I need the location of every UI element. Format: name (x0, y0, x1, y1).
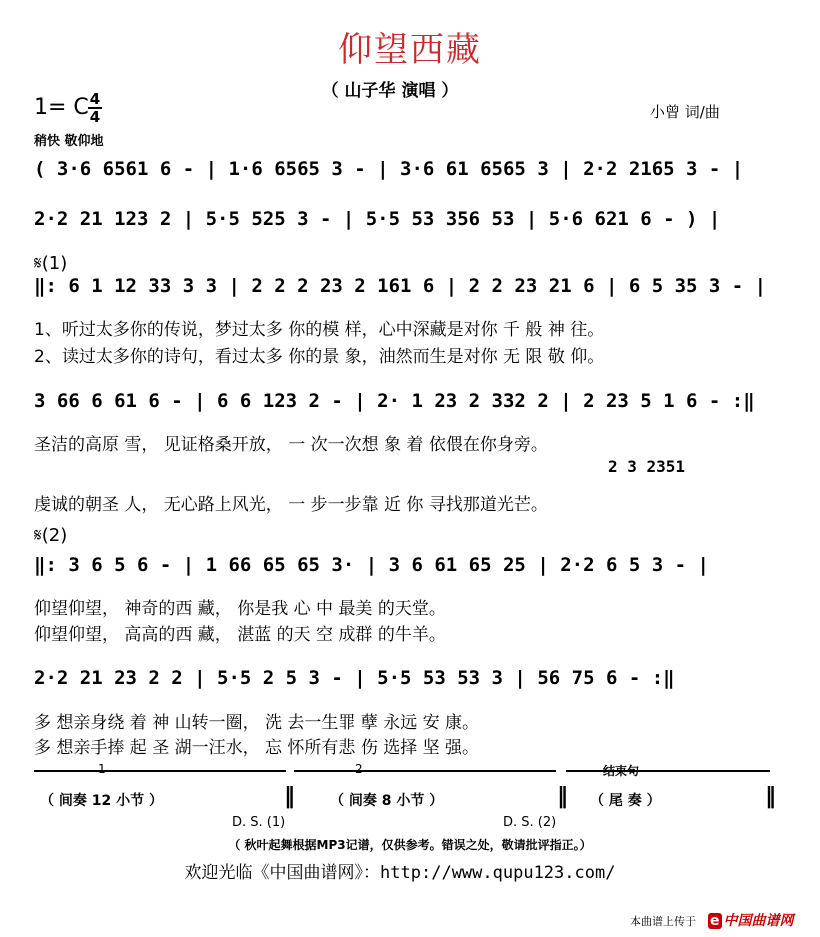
chorus-lyric-3: 多 想亲身绕 着 神 山转一圈， 洗 去一生罪 孽 永远 安 康。 (34, 713, 480, 733)
key-signature: 1= C (34, 95, 89, 120)
chorus-notes-1: ‖: 3 6 5 6 - | 1 66 65 65 3· | 3 6 61 65 25 | 2·2 6 5 3 - | (34, 554, 709, 576)
time-sig-bottom: 4 (89, 108, 101, 126)
segno-1: 𝄋(1) (34, 253, 68, 274)
ending-2-bracket (294, 770, 556, 782)
barline-1: ‖ (284, 784, 295, 809)
time-sig-top: 4 (89, 90, 101, 108)
logo-e-icon: e (710, 913, 720, 929)
logo-text: 中国曲谱网 (723, 913, 794, 929)
intro-line-2: 2·2 21 123 2 | 5·5 525 3 - | 5·5 53 356 53 | 5·6 621 6 - ) | (34, 208, 721, 230)
transcriber-note: （ 秋叶起舞根据MP3记谱，仅供参考。错误之处，敬请批评指正。） (228, 838, 592, 852)
verse-lyric-1: 1、听过太多你的传说，梦过太多 你的模 样，心中深藏是对你 千 般 神 往。 (34, 320, 605, 340)
ds-2: D. S. (2) (503, 815, 557, 830)
barline-2: ‖ (557, 784, 568, 809)
interlude-8-bars: （ 间奏 8 小节 ） (330, 793, 444, 809)
ending-3-bracket (566, 770, 770, 782)
singer-credit: （ 山子华 演唱 ） (321, 81, 459, 101)
upload-label: 本曲谱上传于 (630, 915, 696, 928)
verse-alt-notes: 2 3 2351 (608, 457, 686, 476)
ending-1-number: 1 (98, 762, 106, 776)
verse-lyric-2: 2、读过太多你的诗句，看过太多 你的景 象，油然而生是对你 无 限 敬 仰。 (34, 347, 605, 367)
tempo-marking: 稍快 敬仰地 (34, 134, 104, 149)
verse-notes-2: 3 66 6 61 6 - | 6 6 123 2 - | 2· 1 23 2 332 2 | 2 23 5 1 6 - :‖ (34, 390, 755, 412)
chorus-lyric-2: 仰望仰望， 高高的西 藏， 湛蓝 的天 空 成群 的牛羊。 (34, 625, 446, 645)
site-logo (708, 910, 794, 930)
ending-2-number: 2 (355, 762, 363, 776)
outro: （ 尾 奏 ） (590, 793, 661, 809)
page-title: 仰望西藏 (338, 30, 482, 70)
intro-line-1: ( 3·6 6561 6 - | 1·6 6565 3 - | 3·6 61 6565 3 | 2·2 2165 3 - | (34, 158, 744, 180)
verse-lyric-3: 圣洁的高原 雪， 见证格桑开放， 一 次一次想 象 着 依偎在你身旁。 (34, 435, 548, 455)
chorus-notes-2: 2·2 21 23 2 2 | 5·5 2 5 3 - | 5·5 53 53 3 | 56 75 6 - :‖ (34, 667, 675, 689)
interlude-12-bars: （ 间奏 12 小节 ） (40, 793, 163, 809)
segno-2: 𝄋(2) (34, 525, 68, 546)
footer-website: 欢迎光临《中国曲谱网》：http://www.qupu123.com/ (184, 863, 616, 883)
chorus-lyric-4: 多 想亲手捧 起 圣 湖一汪水， 忘 怀所有悲 伤 选择 坚 强。 (34, 738, 480, 758)
ds-1: D. S. (1) (232, 815, 286, 830)
ending-1-bracket (34, 770, 286, 782)
verse-lyric-4: 虔诚的朝圣 人， 无心路上风光， 一 步一步靠 近 你 寻找那道光芒。 (34, 495, 548, 515)
composer-credit: 小曾 词/曲 (650, 103, 720, 121)
ending-3-label: 结束句 (603, 764, 640, 778)
verse-notes-1: ‖: 6 1 12 33 3 3 | 2 2 2 23 2 161 6 | 2 2 23 21 6 | 6 5 35 3 - | (34, 275, 767, 297)
chorus-lyric-1: 仰望仰望， 神奇的西 藏， 你是我 心 中 最美 的天堂。 (34, 599, 446, 619)
final-barline: ‖ (765, 784, 776, 809)
time-signature (88, 92, 102, 124)
